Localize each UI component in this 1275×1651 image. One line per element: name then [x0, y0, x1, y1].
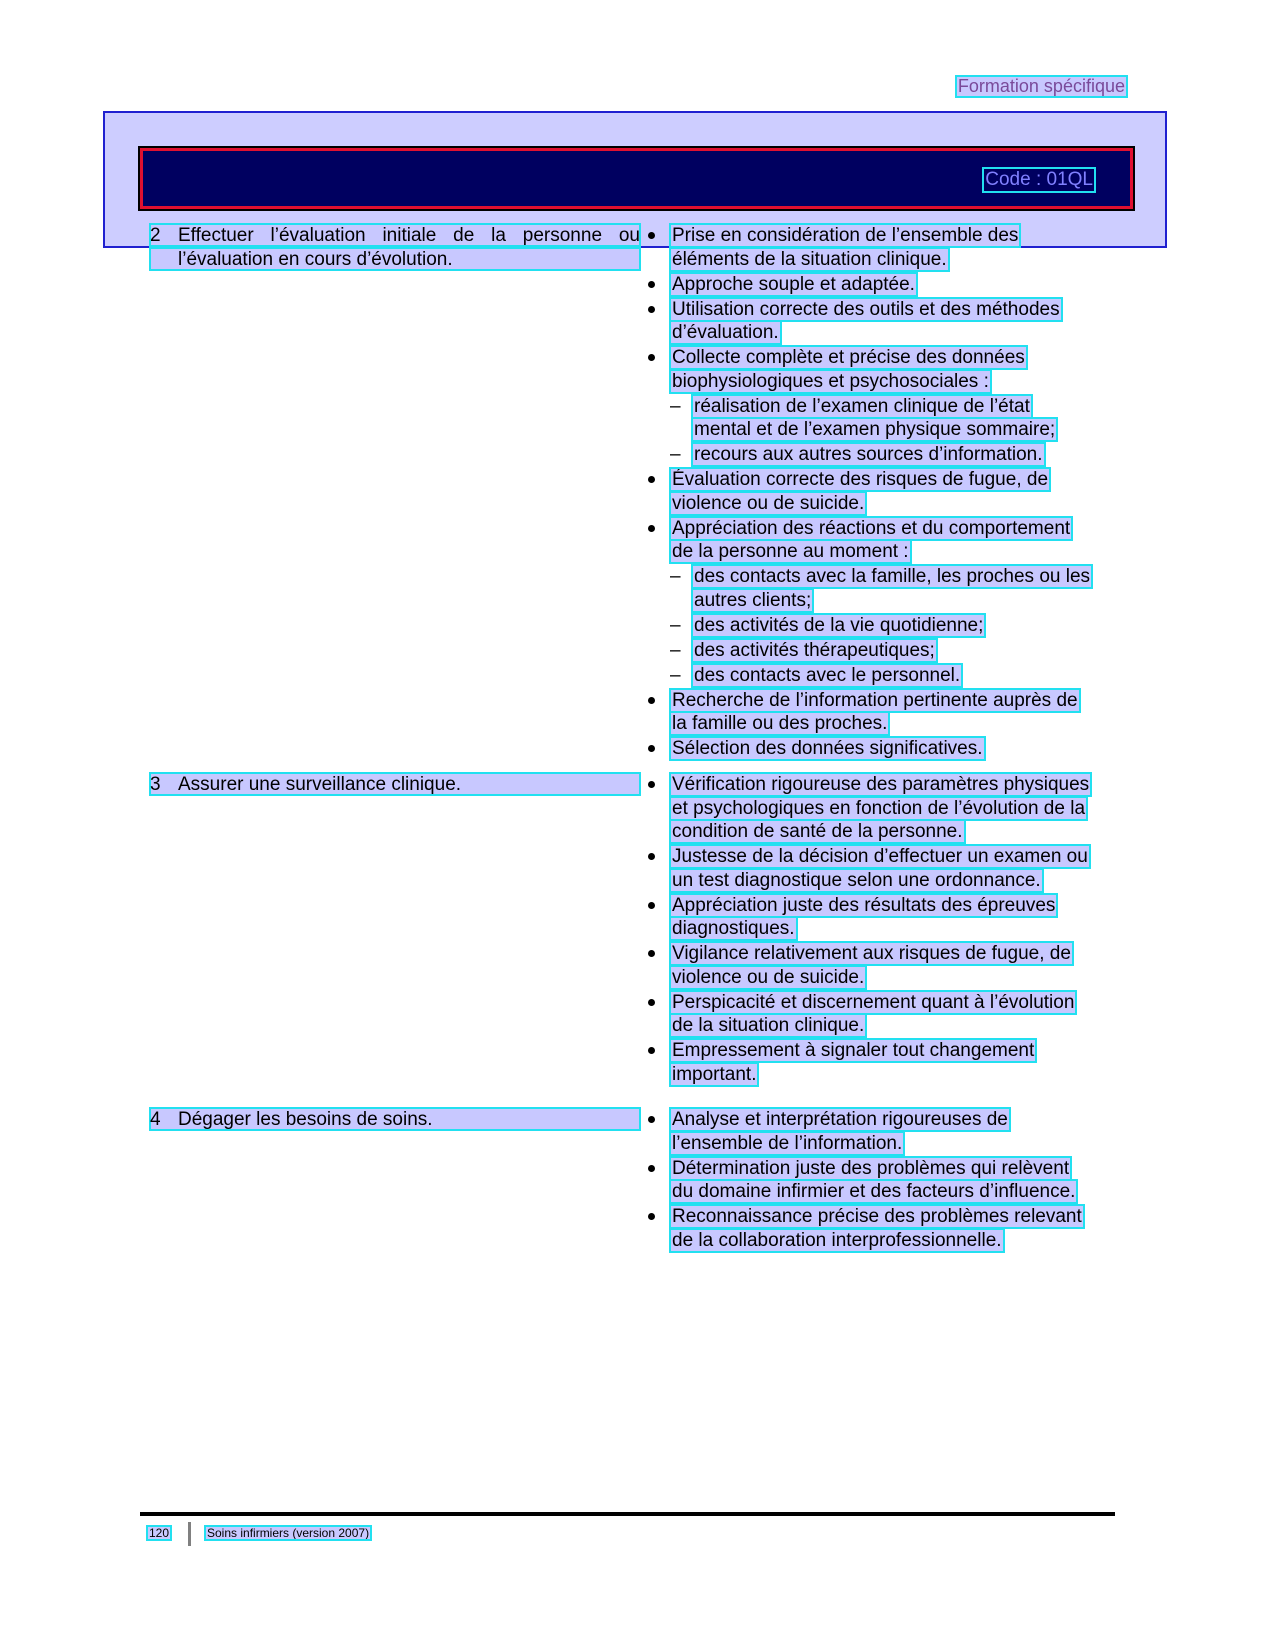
performance-criterion-line: de la personne au moment : — [672, 541, 909, 562]
dash-marker: – — [670, 444, 681, 465]
bullet-marker — [648, 232, 655, 239]
bullet-marker — [648, 1213, 655, 1220]
criterion-text: Assurer une surveillance clinique. — [178, 774, 462, 795]
performance-criterion-line: Sélection des données significatives. — [672, 738, 983, 759]
competency-code: Code : 01QL — [985, 169, 1093, 190]
sub-criterion-line: réalisation de l’examen clinique de l’état — [694, 395, 1030, 417]
performance-criterion-line: et psychologiques en fonction de l’évolution de la — [672, 797, 1086, 819]
performance-criterion-line: important. — [672, 1063, 757, 1085]
bullet-marker — [648, 476, 655, 483]
performance-criterion-line: Utilisation correcte des outils et des méthodes — [672, 298, 1060, 320]
bullet-marker — [648, 1116, 655, 1123]
performance-criterion-line: condition de santé de la personne. — [672, 821, 963, 842]
performance-criterion-line: un test diagnostique selon une ordonnance. — [672, 869, 1041, 891]
performance-criterion-line: du domaine infirmier et des facteurs d’influence. — [672, 1181, 1076, 1202]
performance-criterion-line: Vérification rigoureuse des paramètres physiques — [672, 774, 1090, 795]
title-bar — [140, 148, 1133, 209]
dash-marker: – — [670, 664, 681, 686]
sub-criterion-line: des contacts avec le personnel. — [694, 664, 961, 686]
performance-criterion-line: la famille ou des proches. — [672, 713, 888, 734]
performance-criterion-line: l’ensemble de l’information. — [672, 1132, 903, 1154]
bullet-marker — [648, 950, 655, 957]
performance-criterion-line: Recherche de l’information pertinente auprès de — [672, 689, 1078, 711]
sub-criterion-line: des activités de la vie quotidienne; — [694, 614, 984, 636]
performance-criterion-line: Reconnaissance précise des problèmes relevant — [672, 1206, 1082, 1227]
performance-criterion-line: diagnostiques. — [672, 918, 795, 939]
performance-criterion-line: éléments de la situation clinique. — [672, 248, 947, 270]
performance-criterion-line: Prise en considération de l’ensemble des — [672, 225, 1019, 246]
criterion-number: 2 — [150, 225, 161, 246]
bullet-marker — [648, 1165, 655, 1172]
performance-criterion-line: violence ou de suicide. — [672, 966, 865, 988]
bullet-marker — [648, 525, 655, 532]
performance-criterion-line: Détermination juste des problèmes qui relèvent — [672, 1157, 1070, 1179]
bullet-marker — [648, 853, 655, 860]
performance-criterion-line: violence ou de suicide. — [672, 492, 865, 514]
dash-marker: – — [670, 639, 681, 661]
criterion-text: Effectuer l’évaluation initiale de la personne ou — [178, 225, 640, 246]
bullet-marker — [648, 745, 655, 752]
sub-criterion-line: des contacts avec la famille, les proches ou les — [694, 566, 1091, 587]
bullet-marker — [648, 306, 655, 313]
performance-criterion-line: Appréciation des réactions et du comportement — [672, 517, 1071, 539]
sub-criterion-line: autres clients; — [694, 589, 812, 611]
criterion-number: 4 — [150, 1109, 161, 1130]
performance-criterion-line: Appréciation juste des résultats des épreuves — [672, 894, 1056, 916]
bullet-marker — [648, 354, 655, 361]
criterion-text: l’évaluation en cours d’évolution. — [178, 248, 453, 270]
footer-separator — [188, 1522, 191, 1546]
criterion-text: Dégager les besoins de soins. — [178, 1109, 433, 1130]
bullet-marker — [648, 999, 655, 1006]
criterion-number: 3 — [150, 774, 161, 795]
sub-criterion-line: recours aux autres sources d’information. — [694, 444, 1043, 465]
performance-criterion-line: Perspicacité et discernement quant à l’évolution — [672, 991, 1075, 1013]
dash-marker: – — [670, 614, 681, 636]
performance-criterion-line: de la situation clinique. — [672, 1015, 865, 1036]
performance-criterion-line: Analyse et interprétation rigoureuses de — [672, 1109, 1008, 1130]
performance-criterion-line: Collecte complète et précise des données — [672, 347, 1025, 368]
dash-marker: – — [670, 395, 681, 417]
performance-criterion-line: d’évaluation. — [672, 322, 779, 343]
bullet-marker — [648, 902, 655, 909]
running-header: Formation spécifique — [957, 76, 1125, 96]
performance-criterion-line: Justesse de la décision d’effectuer un examen ou — [672, 846, 1088, 867]
performance-criterion-line: Empressement à signaler tout changement — [672, 1040, 1035, 1061]
performance-criterion-line: Approche souple et adaptée. — [672, 273, 915, 295]
footer-rule — [140, 1512, 1115, 1516]
bullet-marker — [648, 1047, 655, 1054]
sub-criterion-line: des activités thérapeutiques; — [694, 639, 935, 661]
performance-criterion-line: Évaluation correcte des risques de fugue, de — [672, 469, 1049, 490]
dash-marker: – — [670, 566, 681, 587]
performance-criterion-line: biophysiologiques et psychosociales : — [672, 370, 989, 392]
bullet-marker — [648, 697, 655, 704]
bullet-marker — [648, 281, 655, 288]
bullet-marker — [648, 781, 655, 788]
footer-program: Soins infirmiers (version 2007) — [207, 1526, 370, 1540]
performance-criterion-line: de la collaboration interprofessionnelle. — [672, 1229, 1002, 1251]
page-number: 120 — [149, 1526, 170, 1540]
performance-criterion-line: Vigilance relativement aux risques de fugue, de — [672, 943, 1071, 964]
sub-criterion-line: mental et de l’examen physique sommaire; — [694, 419, 1056, 440]
